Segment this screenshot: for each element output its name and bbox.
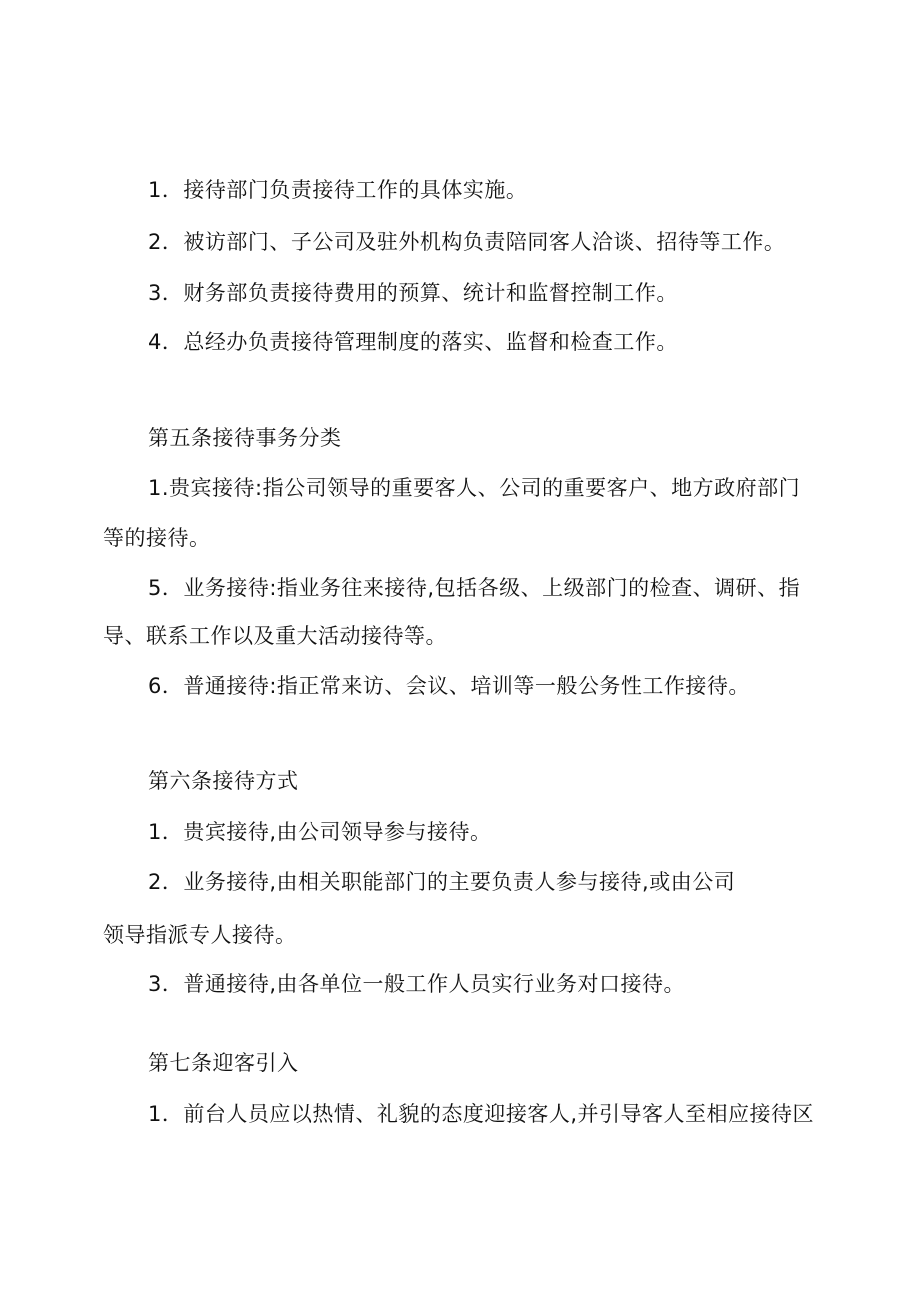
section-6-heading: 第六条接待方式 [148,769,299,793]
section-5-item-2-line-2: 导、联系工作以及重大活动接待等。 [103,624,447,648]
section-5-item-1-line-2: 等的接待。 [103,526,211,550]
responsibility-item-3: 3．财务部负责接待费用的预算、统计和监督控制工作。 [148,281,678,305]
responsibility-item-4: 4．总经办负责接待管理制度的落实、监督和检查工作。 [148,330,678,354]
section-5-heading: 第五条接待事务分类 [148,426,342,450]
section-6-item-1: 1．贵宾接待,由公司领导参与接待。 [148,820,492,844]
responsibility-item-2: 2．被访部门、子公司及驻外机构负责陪同客人洽谈、招待等工作。 [148,230,786,254]
section-6-item-3: 3．普通接待,由各单位一般工作人员实行业务对口接待。 [148,972,686,996]
responsibility-item-1: 1．接待部门负责接待工作的具体实施。 [148,178,528,202]
section-7-item-1: 1．前台人员应以热情、礼貌的态度迎接客人,并引导客人至相应接待区 [148,1102,815,1126]
section-5-item-2-line-1: 5．业务接待:指业务往来接待,包括各级、上级部门的检查、调研、指 [148,576,801,600]
section-5-item-3: 6．普通接待:指正常来访、会议、培训等一般公务性工作接待。 [148,674,750,698]
section-7-heading: 第七条迎客引入 [148,1051,299,1075]
section-6-item-2-line-1: 2．业务接待,由相关职能部门的主要负责人参与接待,或由公司 [148,870,736,894]
section-6-item-2-line-2: 领导指派专人接待。 [103,923,297,947]
section-5-item-1-line-1: 1.贵宾接待:指公司领导的重要客人、公司的重要客户、地方政府部门 [148,476,801,500]
